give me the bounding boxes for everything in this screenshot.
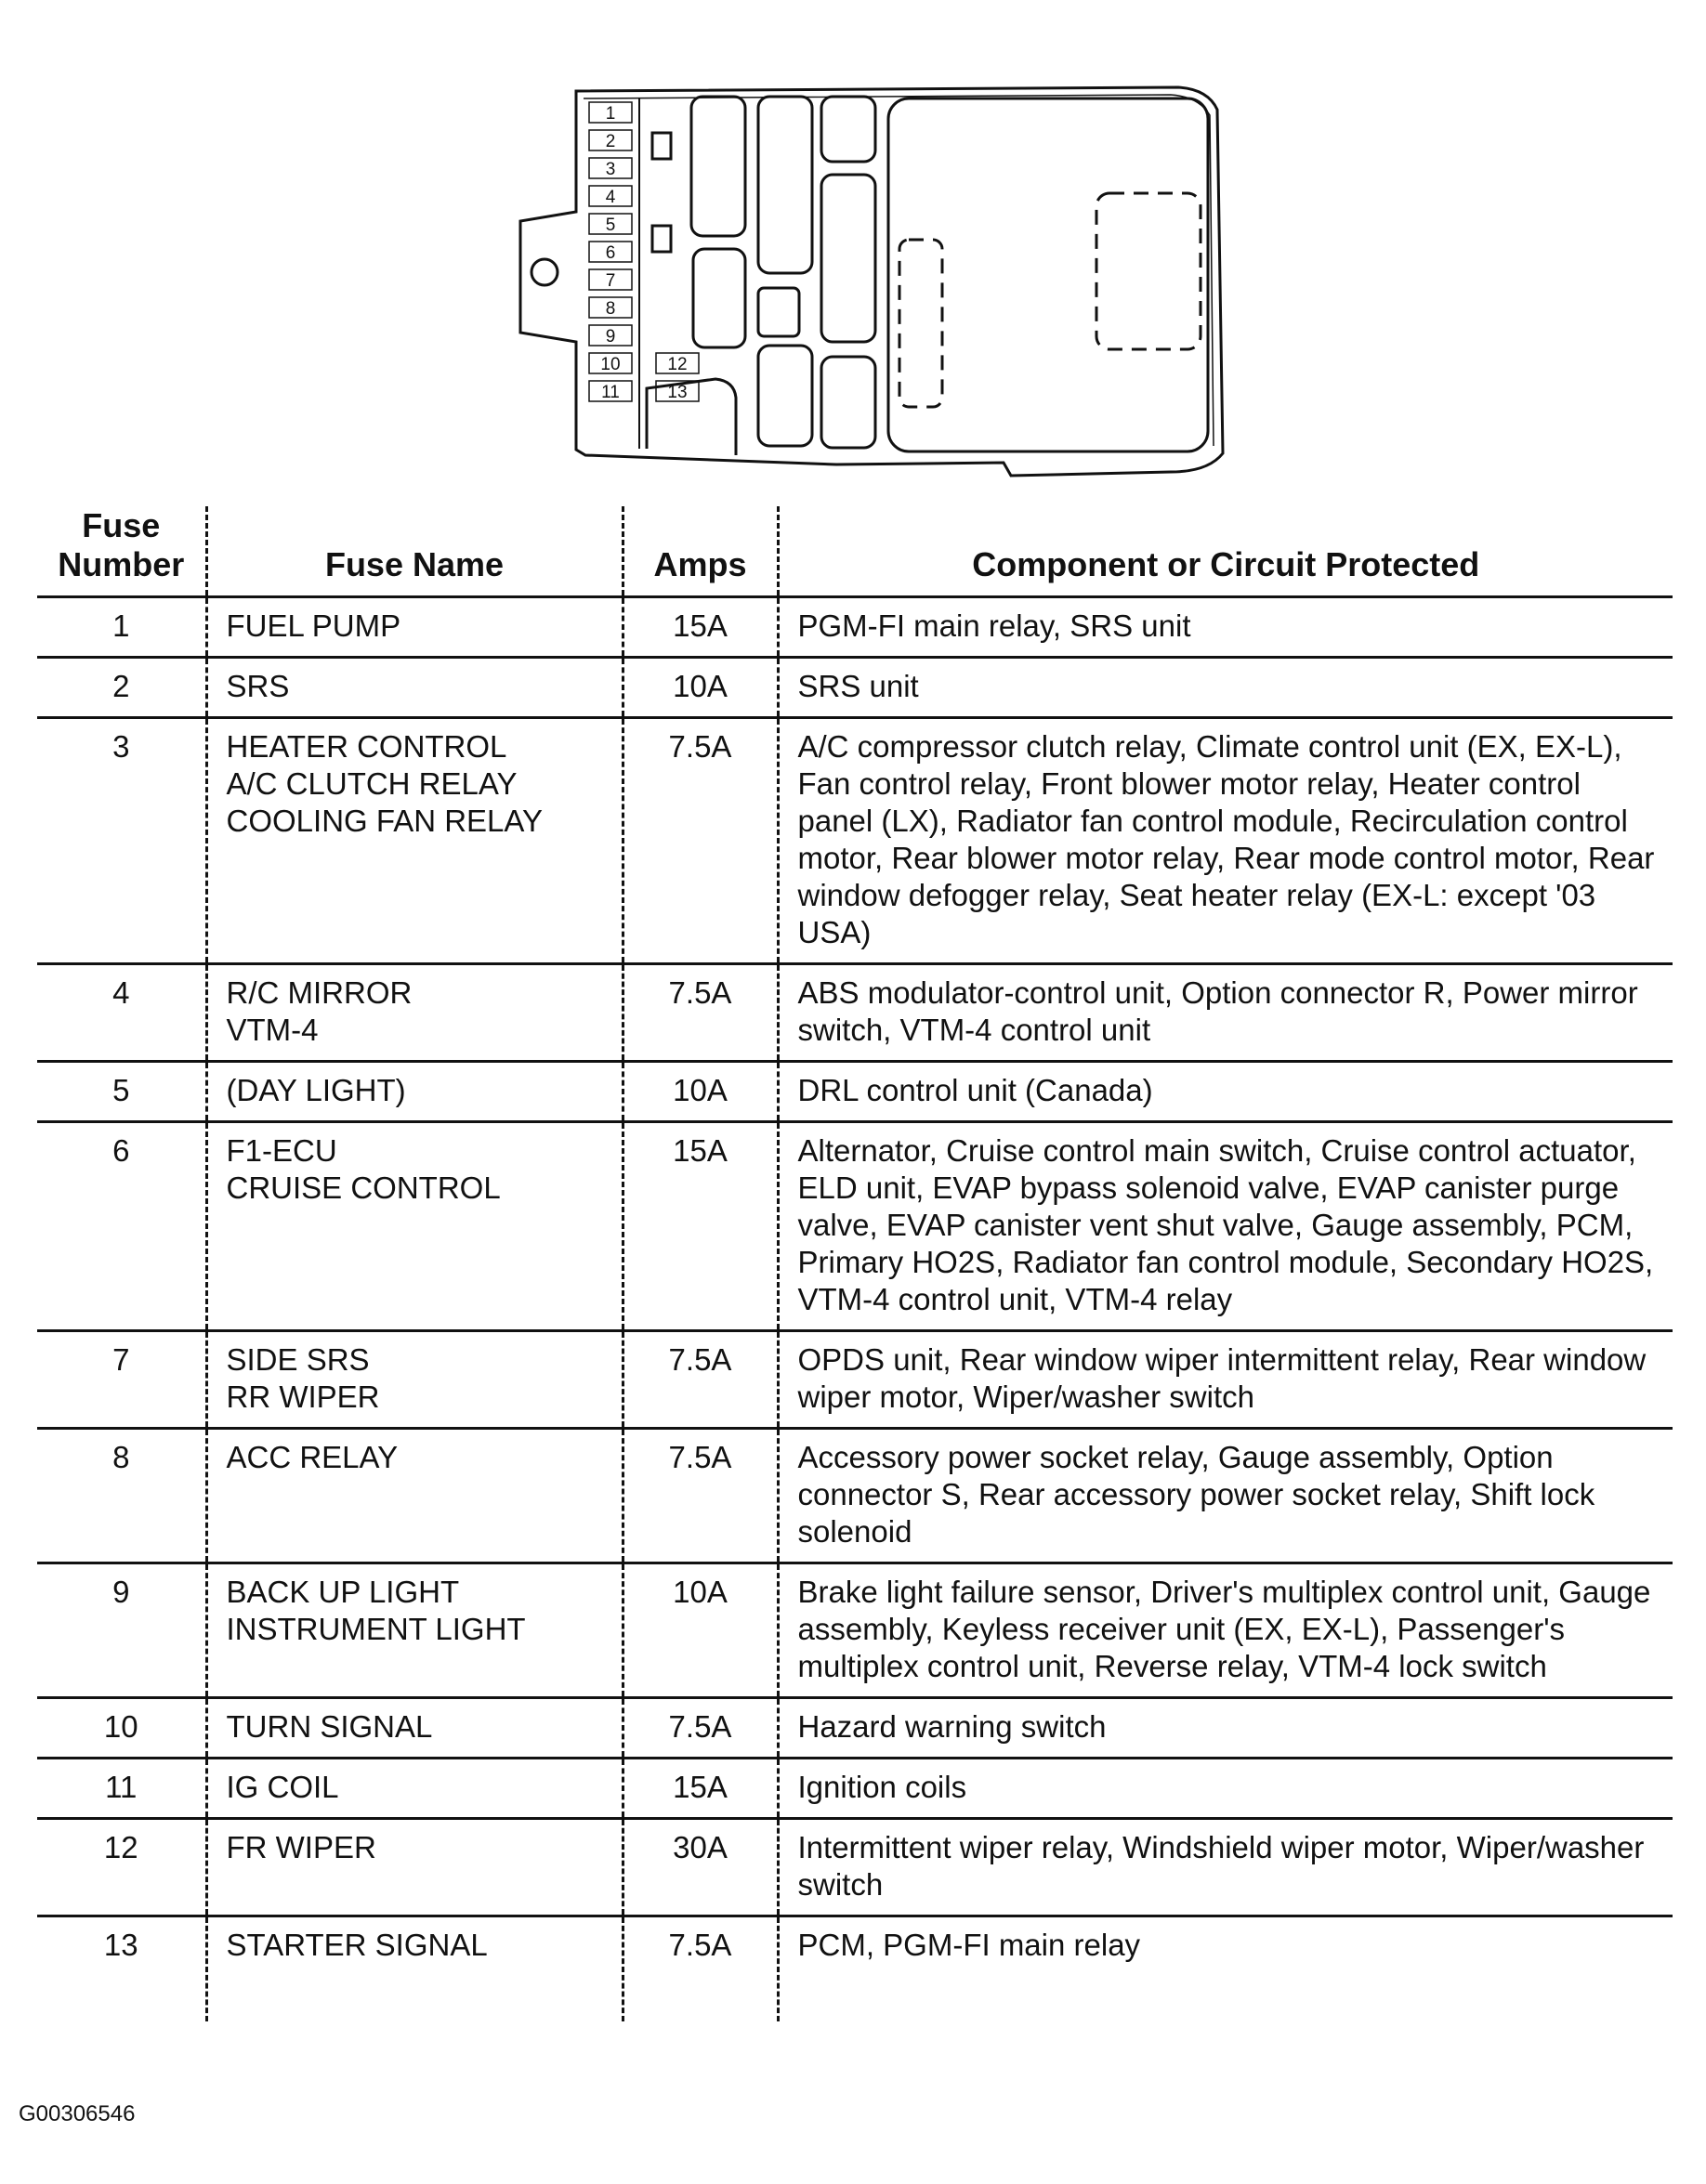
fuse-box-diagram: [502, 82, 1227, 490]
relay-block: [821, 97, 875, 162]
fuse-name-line: TURN SIGNAL: [226, 1709, 433, 1744]
fuse-slot-label: 9: [605, 327, 616, 347]
table-row: [37, 1819, 1673, 1916]
fuse-name: [206, 1429, 623, 1563]
fuse-number: 5: [37, 1062, 206, 1122]
fuse-number: 8: [37, 1429, 206, 1563]
fuse-name-line: BACK UP LIGHT: [226, 1575, 460, 1609]
fuse-name: [206, 964, 623, 1062]
fuse-slot-label: 13: [667, 383, 688, 402]
fuse-name: [206, 1698, 623, 1759]
fuse-amps: 7.5A: [623, 964, 778, 1062]
fuse-number: 12: [37, 1819, 206, 1916]
fuse-slot-label: 3: [605, 160, 616, 179]
fuse-name-line: ACC RELAY: [226, 1440, 399, 1474]
table-row: [37, 1122, 1673, 1331]
fuse-amps: 7.5A: [623, 1331, 778, 1429]
fuse-number: 1: [37, 597, 206, 658]
fuse-number: 13: [37, 1916, 206, 2022]
fuse-number: 2: [37, 658, 206, 718]
fuse-slot-label: 10: [600, 355, 621, 374]
fuse-name: [206, 1819, 623, 1916]
fuse-box-outline: [520, 87, 1223, 476]
fuse-number: 4: [37, 964, 206, 1062]
fuse-component: DRL control unit (Canada): [778, 1062, 1673, 1122]
table-row: [37, 1698, 1673, 1759]
fuse-slot-label: 11: [601, 383, 620, 402]
fuse-name-line: FR WIPER: [226, 1830, 376, 1864]
fuse-number: 6: [37, 1122, 206, 1331]
fuse-number: 10: [37, 1698, 206, 1759]
fuse-name-line: STARTER SIGNAL: [226, 1928, 488, 1962]
relay-block: [758, 288, 799, 336]
fuse-number: 3: [37, 718, 206, 964]
fuse-slot-label: 6: [605, 243, 616, 263]
table-row: [37, 1916, 1673, 2022]
fuse-slot-label: 1: [605, 104, 616, 124]
fuse-component: PCM, PGM-FI main relay: [797, 1928, 1141, 1962]
table-row: [37, 1563, 1673, 1698]
fuse-name-line: RR WIPER: [226, 1380, 380, 1414]
table-row: [37, 1331, 1673, 1429]
fuse-name-line: A/C CLUTCH RELAY: [226, 766, 518, 801]
fuse-component: Ignition coils: [778, 1759, 1673, 1819]
fuse-name: [206, 1331, 623, 1429]
relay-block: [693, 249, 745, 347]
relay-block: [821, 357, 875, 448]
header-fuse-name: Fuse Name: [206, 506, 623, 597]
fuse-number: 7: [37, 1331, 206, 1429]
fuse-amps: 10A: [623, 658, 778, 718]
fuse-name-line: VTM-4: [226, 1013, 319, 1047]
table-row: [37, 1429, 1673, 1563]
fuse-name: [206, 718, 623, 964]
table-header-row: [37, 506, 1673, 597]
fuse-name-line: F1-ECU: [226, 1133, 337, 1168]
relay-compartment: [888, 98, 1208, 451]
fuse-component: PGM-FI main relay, SRS unit: [778, 597, 1673, 658]
fuse-component: Hazard warning switch: [778, 1698, 1673, 1759]
fuse-slot-label: 8: [605, 299, 616, 319]
fuse-component: ABS modulator-control unit, Option connector R, Power mirror switch, VTM-4 control unit: [778, 964, 1673, 1062]
fuse-name-line: (DAY LIGHT): [226, 1073, 406, 1107]
fuse-name-line: IG COIL: [226, 1770, 339, 1804]
fuse-component: Accessory power socket relay, Gauge assembly, Option connector S, Rear accessory power socket relay, Shift lock solenoid: [778, 1429, 1673, 1563]
fuse-amps: 15A: [623, 1122, 778, 1331]
fuse-component: Intermittent wiper relay, Windshield wiper motor, Wiper/washer switch: [778, 1819, 1673, 1916]
fuse-name-line: CRUISE CONTROL: [226, 1170, 501, 1205]
fuse-component: A/C compressor clutch relay, Climate control unit (EX, EX-L), Fan control relay, Front blower motor relay, Heater control panel (LX), Radiator fan control module, Recirculation control motor, Rear blower motor relay, Rear mode control motor, Rear window defogger relay, Seat heater relay (EX-L: except '03 USA): [778, 718, 1673, 964]
table-row: [37, 658, 1673, 718]
fuse-amps: 7.5A: [623, 1698, 778, 1759]
fuse-amps: 7.5A: [623, 1429, 778, 1563]
fuse-name: [206, 1122, 623, 1331]
fuse-amps: 10A: [623, 1062, 778, 1122]
fuse-component: Brake light failure sensor, Driver's multiplex control unit, Gauge assembly, Keyless receiver unit (EX, EX-L), Passenger's multiplex control unit, Reverse relay, VTM-4 lock switch: [778, 1563, 1673, 1698]
fuse-name: [206, 1563, 623, 1698]
fuse-name-line: FUEL PUMP: [226, 608, 401, 643]
fuse-name: [206, 658, 623, 718]
header-amps: Amps: [623, 506, 778, 597]
header-fuse-number: Fuse Number: [37, 506, 206, 597]
fuse-amps: 15A: [623, 597, 778, 658]
fuse-number: 9: [37, 1563, 206, 1698]
table-row: [37, 597, 1673, 658]
fuse-name: [206, 1062, 623, 1122]
fuse-amps: 10A: [623, 1563, 778, 1698]
fuse-component: SRS unit: [778, 658, 1673, 718]
fuse-name-line: R/C MIRROR: [226, 975, 413, 1010]
fuse-amps: 7.5A: [623, 718, 778, 964]
header-component: Component or Circuit Protected: [778, 506, 1673, 597]
mounting-hole: [531, 259, 558, 285]
fuse-name: [206, 1759, 623, 1819]
fuse-component: OPDS unit, Rear window wiper intermittent relay, Rear window wiper motor, Wiper/washer switch: [778, 1331, 1673, 1429]
fuse-amps: 7.5A: [623, 1916, 778, 2022]
fuse-name-line: SIDE SRS: [226, 1342, 370, 1377]
fuse-name: [206, 597, 623, 658]
table-row: [37, 718, 1673, 964]
relay-block: [821, 175, 875, 342]
relay-block: [758, 346, 812, 446]
fuse-slot-label: 4: [605, 188, 616, 207]
relay-block: [691, 97, 745, 236]
fuse-component: Alternator, Cruise control main switch, Cruise control actuator, ELD unit, EVAP bypass solenoid valve, EVAP canister purge valve, EVAP canister vent shut valve, Gauge assembly, PCM, Primary HO2S, Radiator fan control module, Secondary HO2S, VTM-4 control unit, VTM-4 relay: [778, 1122, 1673, 1331]
fuse-slot-label: 7: [605, 271, 616, 291]
relay-block: [758, 97, 812, 273]
fuse-slot-label: 5: [605, 216, 616, 235]
fuse-slot-label: 2: [605, 132, 616, 151]
fuse-name-line: HEATER CONTROL: [226, 729, 507, 764]
fuse-name-line: INSTRUMENT LIGHT: [226, 1612, 526, 1646]
fuse-name-line: COOLING FAN RELAY: [226, 804, 543, 838]
figure-code: G00306546: [19, 2101, 136, 2126]
fuse-amps: 30A: [623, 1819, 778, 1916]
fuse-amps: 15A: [623, 1759, 778, 1819]
table-row: [37, 1062, 1673, 1122]
fuse-name: [206, 1916, 623, 2022]
fuse-slot-label: 12: [667, 355, 688, 374]
fuse-table: [37, 506, 1673, 2021]
fuse-name-line: SRS: [226, 669, 290, 703]
fuse-number: 11: [37, 1759, 206, 1819]
table-row: [37, 964, 1673, 1062]
table-row: [37, 1759, 1673, 1819]
